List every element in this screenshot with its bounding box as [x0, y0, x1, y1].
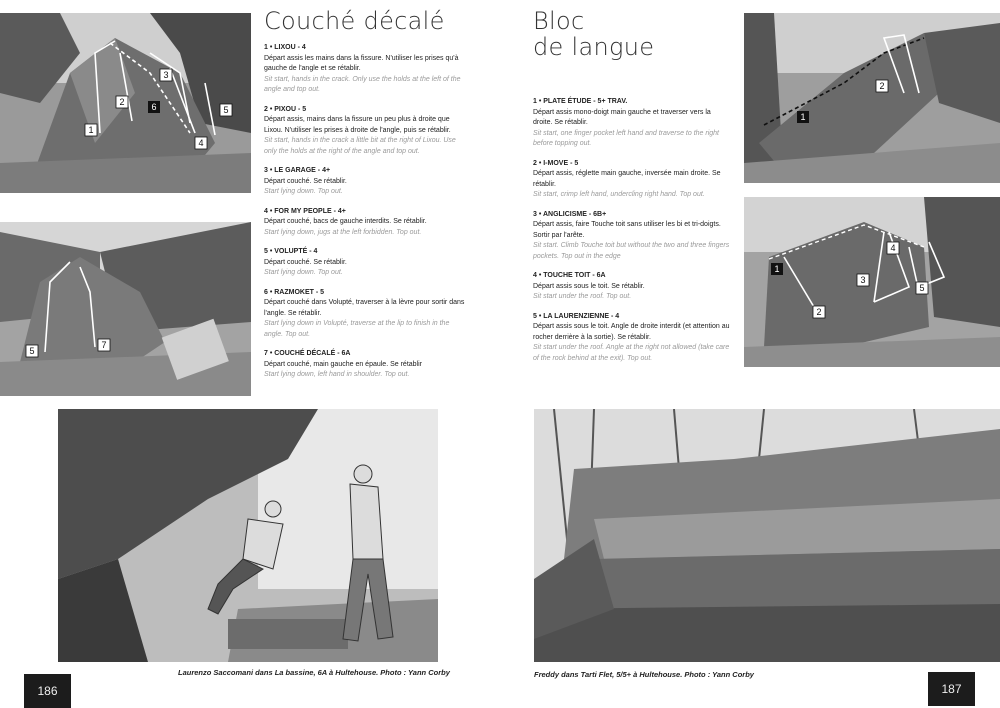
route-description-fr: Départ couché, main gauche en épaule. Se rétablir: [264, 360, 422, 368]
route-description-fr: Départ couché dans Volupté, traverser à la lèvre pour sortir dans l'angle. Se rétablir.: [264, 299, 465, 317]
left-route-list: [264, 43, 470, 390]
route-entry: [264, 247, 470, 279]
route-entry: [533, 210, 731, 263]
route-label: 3: [860, 275, 866, 285]
route-title: 2 • I-MOVE - 5: [533, 159, 579, 167]
route-description-en: Sit start, crimp left hand, undercling right hand. Top out.: [533, 191, 705, 198]
route-title: 1 • PLATE ÉTUDE - 5+ TRAV.: [533, 98, 628, 105]
route-title: 2 • PIXOU - 5: [264, 105, 307, 113]
route-description-fr: Départ couché. Se rétablir.: [264, 258, 347, 266]
route-label: 5: [919, 283, 925, 293]
route-title: 6 • RAZMOKET - 5: [264, 288, 325, 296]
route-description-en: Start lying down. Top out.: [264, 269, 343, 276]
route-description-fr: Départ assis sous le toit. Angle de droite interdit (et attention au rocher derrière à la sortie). Se rétablir.: [533, 323, 730, 341]
route-description-en: Sit start under the roof. Top out.: [533, 293, 632, 300]
route-description-fr: Départ assis, mains dans la fissure un peu plus à droite que Lixou. N'utiliser les prises à droite de l'angle, puis se rétablir.: [264, 116, 451, 134]
route-label: 1: [800, 112, 806, 122]
climber-photo-tarti-flet: [534, 409, 1000, 662]
topo-photo-bloc-de-langue-1: [744, 13, 1000, 183]
route-label: 6: [151, 102, 157, 112]
route-title: 3 • LE GARAGE - 4+: [264, 167, 331, 174]
route-entry: [533, 159, 731, 201]
route-description-fr: Départ assis, faire Touche toit sans utiliser les bi et tri-doigts. Sortir par l'arête.: [533, 221, 721, 239]
route-label: 2: [119, 97, 125, 107]
route-description-fr: Départ assis les mains dans la fissure. N'utiliser les prises qu'à gauche de l'angle et se rétablir.: [264, 54, 459, 72]
route-description-en: Start lying down. Top out.: [264, 188, 343, 195]
route-title: 4 • TOUCHE TOIT - 6A: [533, 272, 606, 279]
route-title: 7 • COUCHÉ DÉCALÉ - 6A: [264, 350, 351, 357]
route-label: 5: [223, 105, 229, 115]
route-description-fr: Départ assis, réglette main gauche, inversée main droite. Se rétablir.: [533, 170, 721, 188]
route-entry: [264, 43, 470, 96]
route-title: 3 • ANGLICISME - 6B+: [533, 210, 607, 218]
route-label: 4: [198, 138, 204, 148]
route-description-en: Sit start, one finger pocket left hand and traverse to the right before topping out.: [533, 129, 719, 147]
route-label: 2: [816, 307, 822, 317]
route-entry: [264, 105, 470, 158]
route-entry: [533, 312, 731, 365]
route-label: 4: [890, 243, 896, 253]
route-description-en: Sit start. Climb Touche toit but without the two and three fingers pockets. Top out in the edge: [533, 242, 730, 260]
left-photo-caption: Laurenzo Saccomani dans La bassine, 6A à Hultehouse. Photo : Yann Corby: [178, 668, 450, 677]
route-description-fr: Départ couché. Se rétablir.: [264, 177, 347, 185]
left-page-title: Couché décalé: [264, 7, 445, 35]
route-entry: [264, 207, 470, 239]
route-entry: [264, 166, 470, 198]
route-label: 1: [88, 125, 94, 135]
route-label: 5: [29, 346, 35, 356]
route-description-fr: Départ assis mono-doigt main gauche et traverser vers la droite. Se rétablir.: [533, 108, 711, 126]
route-entry: [264, 288, 470, 341]
route-description-en: Start lying down, left hand in shoulder. Top out.: [264, 371, 410, 378]
topo-photo-couche-decale-1: [0, 13, 251, 193]
route-label: 7: [101, 340, 107, 350]
right-route-list: [533, 97, 731, 373]
route-title: 4 • FOR MY PEOPLE - 4+: [264, 207, 346, 215]
route-description-fr: Départ couché, bacs de gauche interdits. Se rétablir.: [264, 218, 427, 225]
route-description-en: Sit start under the roof. Angle at the right not allowed (take care of the rock behind at the exit). Top out.: [533, 344, 730, 362]
route-entry: [533, 271, 731, 303]
route-description-en: Sit start, hands in the crack. Only use the holds at the left of the angle and top out.: [264, 75, 461, 93]
right-title-line2: de langue: [533, 33, 655, 61]
right-page-number: 187: [928, 672, 975, 706]
right-photo-caption: Freddy dans Tarti Flet, 5/5+ à Hultehouse. Photo : Yann Corby: [534, 670, 754, 679]
route-title: 5 • LA LAURENZIENNE - 4: [533, 312, 620, 320]
route-label: 2: [879, 81, 885, 91]
right-title-line1: Bloc: [533, 7, 585, 35]
route-entry: [264, 349, 470, 381]
route-description-en: Sit start, hands in the crack a little bit at the right of Lixou. Use only the holds at the right of the angle and top out.: [264, 137, 456, 155]
right-page-title: [533, 8, 654, 60]
route-title: 1 • LIXOU - 4: [264, 44, 306, 51]
topo-photo-bloc-de-langue-2: [744, 197, 1000, 367]
climber-photo-la-bassine: [58, 409, 438, 662]
route-description-en: Start lying down in Volupté, traverse at the lip to finish in the angle. Top out.: [264, 320, 450, 338]
topo-photo-couche-decale-2: [0, 222, 251, 396]
route-label: 3: [163, 70, 169, 80]
route-entry: [533, 97, 731, 150]
route-description-en: Start lying down, jugs at the left forbidden. Top out.: [264, 228, 422, 236]
route-description-fr: Départ assis sous le toit. Se rétablir.: [533, 282, 645, 290]
route-title: 5 • VOLUPTÉ - 4: [264, 248, 318, 255]
route-label: 1: [774, 264, 780, 274]
left-page-number: 186: [24, 674, 71, 708]
